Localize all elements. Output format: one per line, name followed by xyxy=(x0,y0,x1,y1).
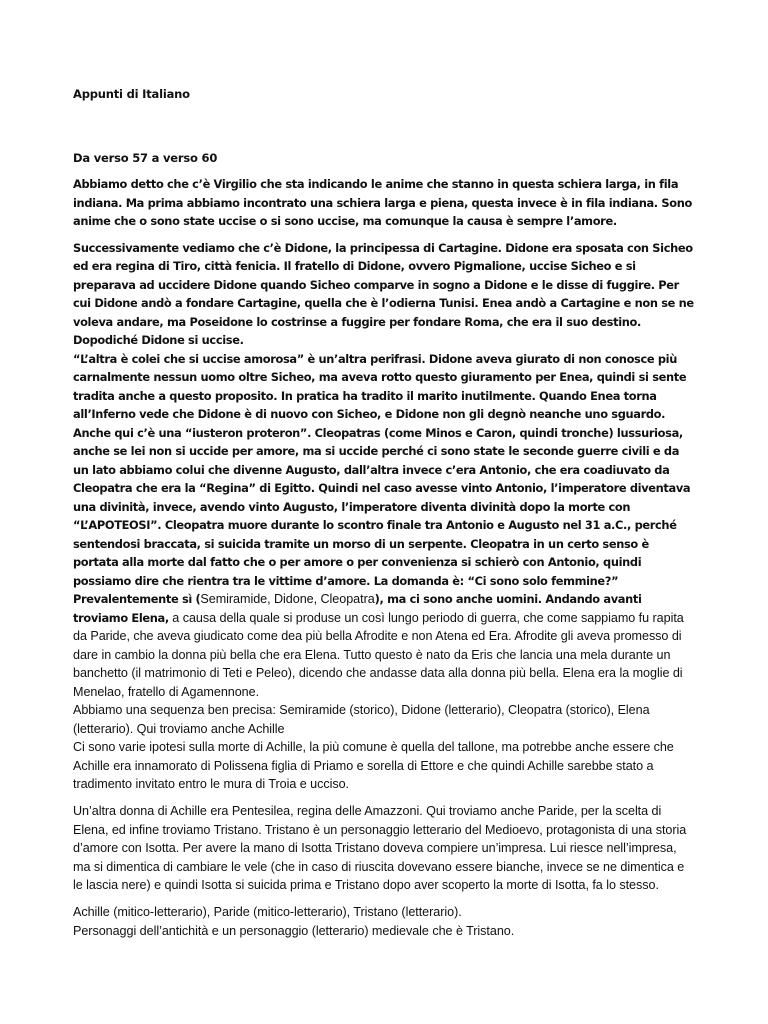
paragraph-virgilio: Abbiamo detto che c’è Virgilio che sta indicando le anime che stanno in questa schiera larga, in fila indiana. Ma prima abbiamo incontrato una schiera larga e piena, questa invece è in fila indiana. Sono anime che o sono state uccise o si sono uccise, ma comunque la causa è sempre l’amore. xyxy=(73,177,692,228)
section-subtitle: Da verso 57 a verso 60 xyxy=(73,151,218,165)
document-page xyxy=(73,85,695,940)
paragraph-cleopatra-elena xyxy=(73,350,695,702)
paragraph-tristano: Un’altra donna di Achille era Pentesilea, regina delle Amazzoni. Qui troviamo anche Paride, per la scelta di Elena, ed infine troviamo Tristano. Tristano è un personaggio letterario del Medioevo, protagonista di una storia d’amore con Isotta. Per avere la mano di Isotta Tristano doveva compiere un’impresa. Lui riesce nell’impresa, ma si dimentica di cambiare le vele (che in caso di riuscita dovevano essere bianche, invece se ne dimentica e le lascia nere) e quindi Isotta si suicida prima e Tristano dopo aver scoperto la morte di Isotta, fa lo stesso. xyxy=(73,803,687,893)
paragraph-women-list: Semiramide, Didone, Cleopatra xyxy=(200,592,375,606)
paragraph-elena-text: a causa della quale si produse un così lungo periodo di guerra, che come sappiamo fu rapita da Paride, che aveva giudicato come dea più bella Afrodite e non Atena ed Era. Afrodite gli aveva promesso di dare in cambio la donna più bella che era Elena. Tutto questo è nato da Eris che lancia una mela durante un banchetto (il matrimonio di Teti e Peleo), dicendo che andasse data alla donna più bella. Elena era la moglie di Menelao, fratello di Agamennone. xyxy=(73,610,684,699)
paragraph-achille: Ci sono varie ipotesi sulla morte di Achille, la più comune è quella del tallone, ma potrebbe anche essere che Achille era innamorato di Polissena figlia di Priamo e sorella di Ettore e che quindi Achille sarebbe stato a tradimento invitato entro le mura di Troia e ucciso. xyxy=(73,740,674,792)
paragraph-characters-list: Achille (mitico-letterario), Paride (mitico-letterario), Tristano (letterario). xyxy=(73,904,462,919)
document-title: Appunti di Italiano xyxy=(73,87,190,101)
paragraph-men-intro: ), ma ci sono anche uomini. Andando avanti troviamo Elena, xyxy=(73,592,642,625)
paragraph-cleopatra-text: “L’altra è colei che si uccise amorosa” è un’altra perifrasi. Didone aveva giurato di non conosce più carnalmente nessun uomo oltre Sicheo, ma aveva rotto questo giuramento per Enea, quindi si sente tradita anche a questo proposito. In pratica ha tradito il marito inutilmente. Quando Enea torna all’Inferno vede che Didone è di nuovo con Sicheo, e Didone non gli degnò neanche uno sguardo. Anche qui c’è una “iusteron proteron”. Cleopatras (come Minos e Caron, quindi tronche) lussuriosa, anche se lei non si uccide per amore, ma si uccide perché ci sono state le seconde guerre civili e da un lato abbiamo colui che divenne Augusto, dall’altra invece c’era Antonio, che era coadiuvato da Cleopatra che era la “Regina” di Egitto. Quindi nel caso avesse vinto Antonio, l’imperatore diventava una divinità, invece, avendo vinto Augusto, l’imperatore diventa divinità dopo la morte con “L’APOTEOSI”. Cleopatra muore durante lo scontro finale tra Antonio e Augusto nel 31 a.C., perché sentendosi braccata, si suicida tramite un morso di un serpente. Cleopatra in un certo senso è portata alla morte dal fatto che o per amore o per convenienza si schierò con Antonio, quindi possiamo dire che rientra tra le vittime d’amore. La domanda è: “Ci sono solo femmine?” Prevalentemente sì ( xyxy=(73,351,691,606)
paragraph-conclusion: Personaggi dell’antichità e un personaggio (letterario) medievale che è Tristano. xyxy=(73,923,515,938)
paragraph-sequence: Abbiamo una sequenza ben precisa: Semiramide (storico), Didone (letterario), Cleopatra (storico), Elena (letterario). Qui troviamo anche Achille xyxy=(73,703,650,736)
paragraph-didone: Successivamente vediamo che c’è Didone, la principessa di Cartagine. Didone era sposata con Sicheo ed era regina di Tiro, città fenicia. Il fratello di Didone, ovvero Pigmalione, uccise Sicheo e si preparava ad uccidere Didone quando Sicheo comparve in sogno a Didone e le disse di fuggire. Per cui Didone andò a fondare Cartagine, quella che è l’odierna Tunisi. Enea andò a Cartagine e non se ne voleva andare, ma Poseidone lo costrinse a fuggire per fondare Roma, che era il suo destino. Dopodiché Didone si uccise. xyxy=(73,240,694,347)
